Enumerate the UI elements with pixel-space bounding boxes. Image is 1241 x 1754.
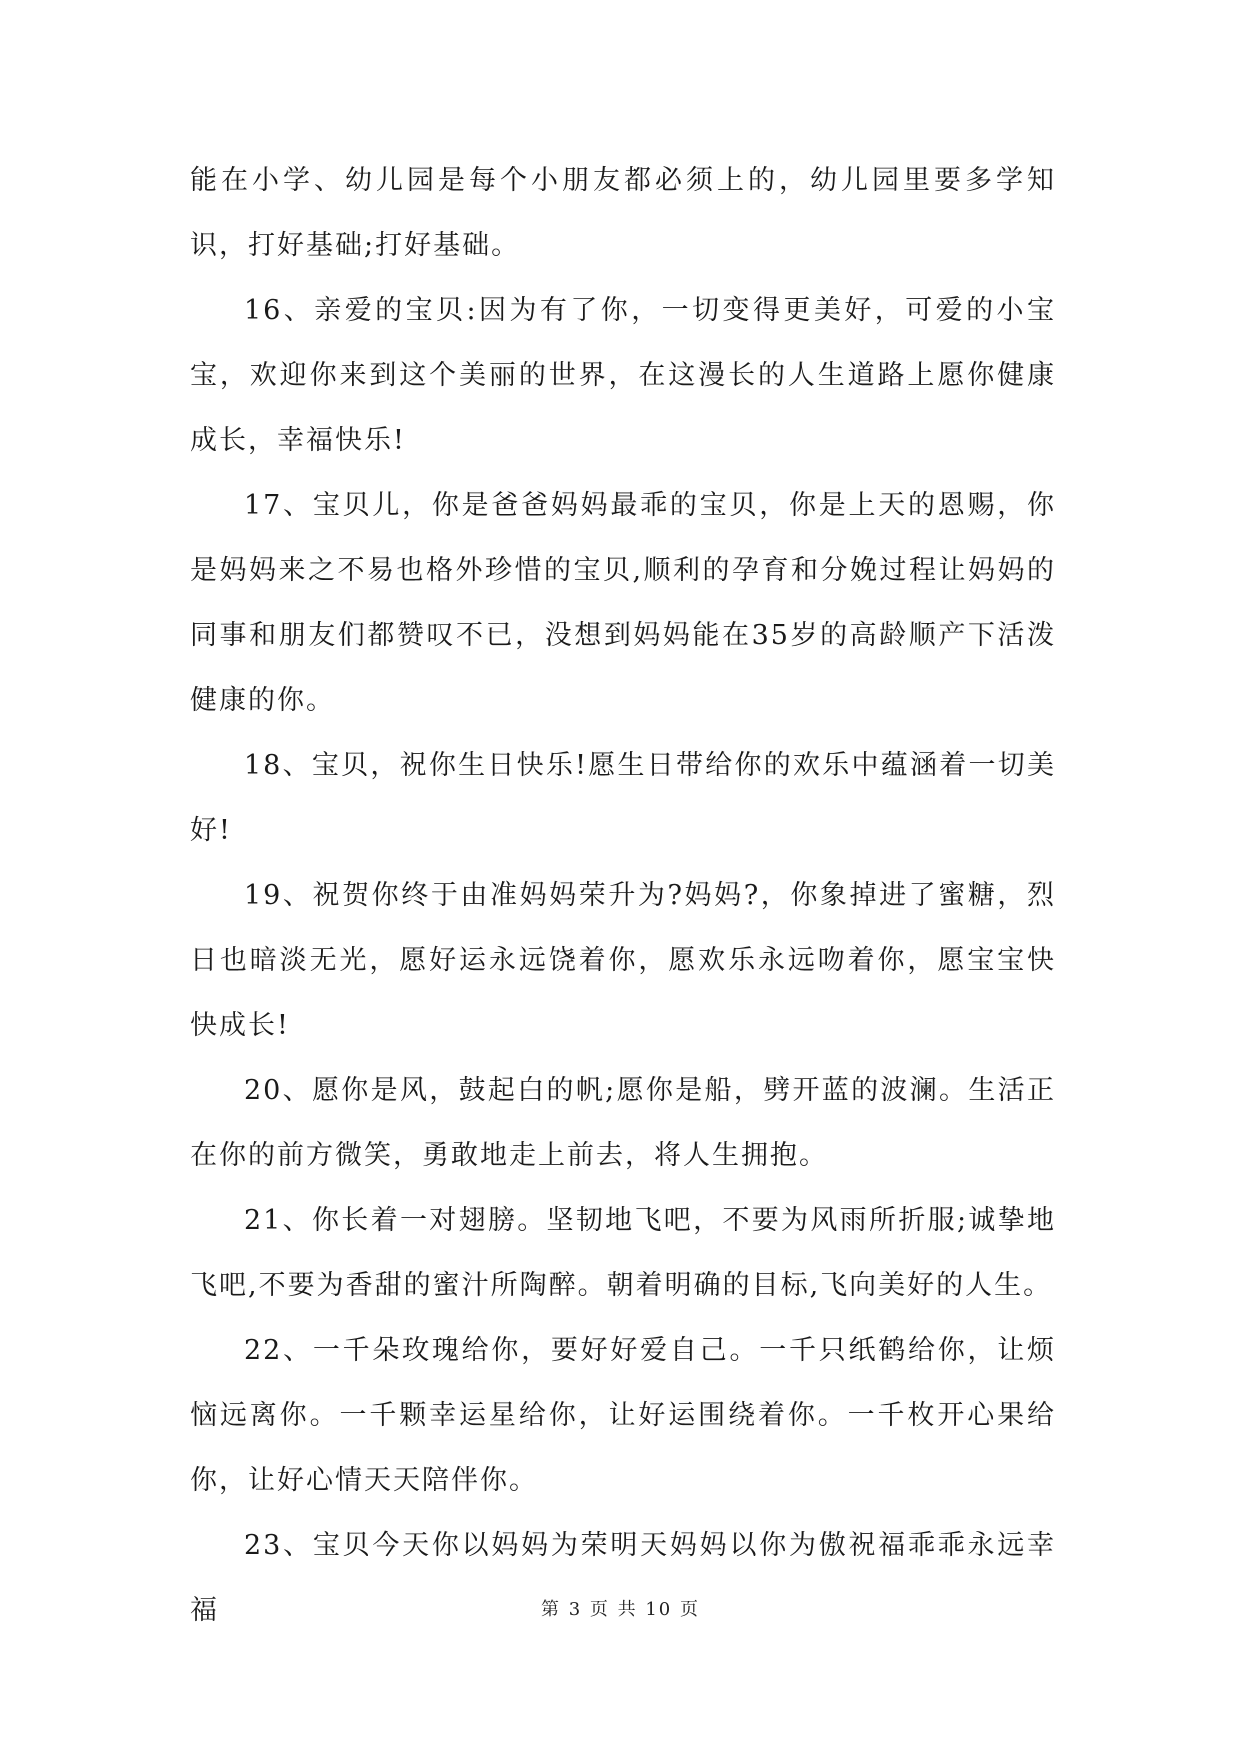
- paragraph-continuation: 能在小学、幼儿园是每个小朋友都必须上的，幼儿园里要多学知识，打好基础;打好基础。: [190, 165, 1056, 261]
- paragraph-18: 18、宝贝，祝你生日快乐!愿生日带给你的欢乐中蕴涵着一切美好!: [190, 750, 1056, 846]
- paragraph-23: 23、宝贝今天你以妈妈为荣明天妈妈以你为傲祝福乖乖永远幸福: [190, 1530, 1056, 1626]
- paragraph-17: 17、宝贝儿，你是爸爸妈妈最乖的宝贝，你是上天的恩赐，你是妈妈来之不易也格外珍惜的宝贝,顺利的孕育和分娩过程让妈妈的同事和朋友们都赞叹不已，没想到妈妈能在35岁的高龄顺产下活泼健康的你。: [190, 490, 1056, 716]
- page-number-footer: 第 3 页 共 10 页: [541, 1599, 700, 1620]
- paragraph-20: 20、愿你是风，鼓起白的帆;愿你是船，劈开蓝的波澜。生活正在你的前方微笑，勇敢地走上前去，将人生拥抱。: [190, 1075, 1056, 1171]
- paragraph-22: 22、一千朵玫瑰给你，要好好爱自己。一千只纸鹤给你，让烦恼远离你。一千颗幸运星给你，让好运围绕着你。一千枚开心果给你，让好心情天天陪伴你。: [190, 1335, 1056, 1496]
- document-body: [190, 148, 1056, 1643]
- paragraph-21: 21、你长着一对翅膀。坚韧地飞吧，不要为风雨所折服;诚挚地飞吧,不要为香甜的蜜汁所陶醉。朝着明确的目标,飞向美好的人生。: [190, 1205, 1056, 1301]
- paragraph-19: 19、祝贺你终于由准妈妈荣升为?妈妈?，你象掉进了蜜糖，烈日也暗淡无光，愿好运永远饶着你，愿欢乐永远吻着你，愿宝宝快快成长!: [190, 880, 1056, 1041]
- paragraph-16: 16、亲爱的宝贝:因为有了你，一切变得更美好，可爱的小宝宝，欢迎你来到这个美丽的世界，在这漫长的人生道路上愿你健康成长，幸福快乐!: [190, 295, 1056, 456]
